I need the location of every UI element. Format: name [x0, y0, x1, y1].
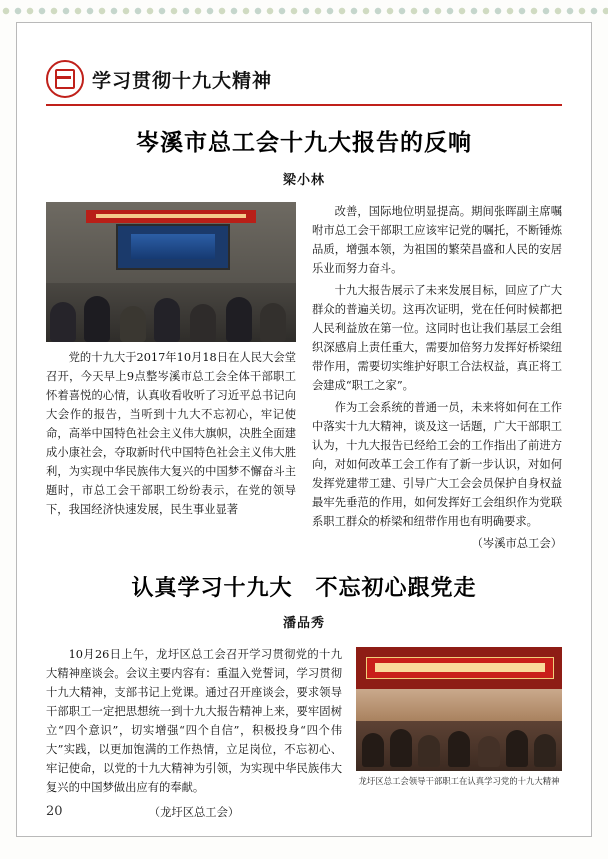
article2-text-block	[46, 645, 342, 822]
article2-photo-block	[356, 645, 562, 787]
article1-signature: （岑溪市总工会）	[471, 537, 562, 550]
article1-paragraph: 党的十九大于2017年10月18日在人民大会堂召开，今天早上9点整岑溪市总工会全体干部职工怀着喜悦的心情，认真收看收听了习近平总书记向大会作的报告，当听到十九大不忘初心，牢记使命，高举中国特色社会主义伟大旗帜，决胜全面建成小康社会，夺取新时代中国特色社会主义伟大胜利，为实现中华民族伟大复兴的中国梦不懈奋斗主题时，市总工会干部职工纷纷表示，在党的领导下，我国经济快速发展，民生事业显著	[46, 351, 296, 516]
article1-left-column	[46, 202, 296, 522]
article1-title: 岑溪市总工会十九大报告的反响	[136, 129, 472, 156]
article2-layout	[46, 645, 562, 822]
article2-signature: （龙圩区总工会）	[148, 806, 240, 819]
section-banner-title: 学习贯彻十九大精神	[92, 69, 273, 92]
photo-red-banner	[366, 657, 553, 679]
banner-divider	[46, 104, 562, 106]
photo-screen	[116, 224, 230, 270]
photo-table	[356, 689, 562, 721]
article2-paragraph: 10月26日上午，龙圩区总工会召开学习贯彻党的十九大精神座谈会。会议主要内容有：重温入党誓词，学习贯彻十九大精神，支部书记上党课。通过召开座谈会，要求领导干部职工一定把思想统一到十九大报告精神上来，要牢固树立“四个意识”，切实增强“四个自信”，积极投身“四个伟大”实践，以更加饱满的工作热情，立足岗位，不忘初心、牢记使命，以党的十九大精神为引领，为实现中华民族伟大复兴的中国梦做出应有的奉献。	[46, 648, 342, 794]
article2-title: 认真学习十九大 不忘初心跟党走	[131, 575, 477, 601]
article1-paragraph: 作为工会系统的普通一员，未来将如何在工作中落实十九大精神，谈及这一话题，广大干部职工认为，十九大报告已经给工会的工作指出了前进方向，对如何改革工会工作有了新一步认识，对如何发挥党建带工建、引导广大工会会员保护自身权益最牢先垂范的作用，如何发挥好工会组织作为党联系职工群众的桥梁和纽带作用也有明确要求。	[312, 401, 562, 528]
section-banner	[46, 60, 562, 98]
symposium-photo	[356, 647, 562, 771]
article1-paragraph: 十九大报告展示了未来发展目标，回应了广大群众的普遍关切。这再次证明，党在任何时候都把人民利益放在第一位。这同时也让我们基层工会组织深感肩上责任重大，需要加倍努力发挥好桥梁纽带作用，需要切实维护好职工合法权益，真正将工会建成“职工之家”。	[312, 284, 562, 392]
article1-right-column	[312, 202, 562, 553]
meeting-photo	[46, 202, 296, 342]
photo-caption: 龙圩区总工会领导干部职工在认真学习党的十九大精神	[358, 776, 560, 786]
page-content	[46, 60, 562, 822]
photo-audience	[46, 275, 296, 342]
article2-author: 潘品秀	[282, 616, 325, 631]
article1-author: 梁小林	[282, 173, 325, 188]
party-emblem-icon	[46, 60, 84, 98]
article1-paragraph: 改善，国际地位明显提高。期间张晖副主席嘱咐市总工会干部职工应该牢记党的嘱托，不断锤炼品质，增强本领，为祖国的繁荣昌盛和人民的安居乐业而努力奋斗。	[312, 205, 562, 275]
decorative-top-border	[0, 0, 608, 22]
page-number: 20	[46, 804, 63, 819]
article1-columns	[46, 202, 562, 553]
photo-red-banner	[86, 210, 256, 223]
